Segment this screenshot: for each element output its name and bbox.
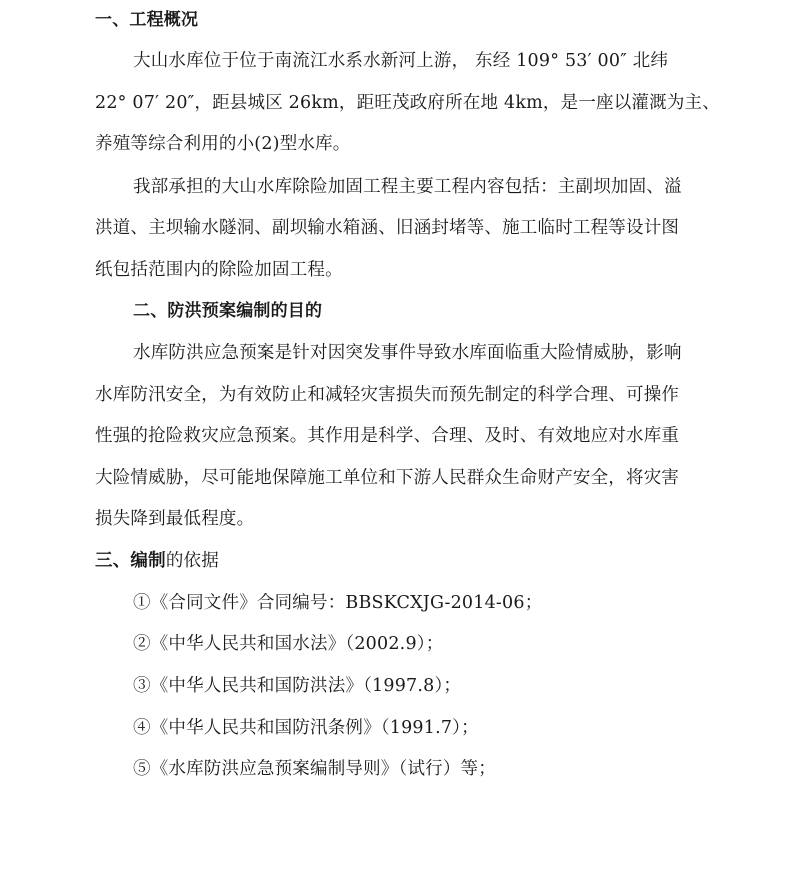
- section-heading-bold-part: 三、编制: [95, 551, 166, 571]
- paragraph-line: 水库防汛安全，为有效防止和减轻灾害损失而预先制定的科学合理、可操作: [95, 385, 680, 405]
- reference-item: ④《中华人民共和国防汛条例》（1991.7）；: [133, 718, 479, 738]
- section-heading-basis: [95, 549, 219, 573]
- reference-item: ⑤《水库防洪应急预案编制导则》（试行）等；: [133, 759, 496, 779]
- section-heading-overview: 一、工程概况: [95, 10, 199, 30]
- paragraph-line: 大山水库位于位于南流江水系水新河上游， 东经 109° 53′ 00″ 北纬: [133, 51, 669, 71]
- reference-item: ③《中华人民共和国防洪法》（1997.8）；: [133, 676, 462, 696]
- paragraph-line: 水库防洪应急预案是针对因突发事件导致水库面临重大险情威胁，影响: [133, 343, 682, 363]
- paragraph-line: 性强的抢险救灾应急预案。其作用是科学、合理、及时、有效地应对水库重: [95, 426, 680, 446]
- paragraph-line: 纸包括范围内的除险加固工程。: [95, 260, 343, 280]
- section-heading-purpose: 二、防洪预案编制的目的: [133, 301, 323, 321]
- paragraph-line: 养殖等综合利用的小(2)型水库。: [95, 134, 351, 154]
- paragraph-line: 22° 07′ 20″，距县城区 26km，距旺茂政府所在地 4km，是一座以灌溉为主、: [95, 93, 720, 113]
- paragraph-line: 洪道、主坝输水隧洞、副坝输水箱涵、旧涵封堵等、施工临时工程等设计图: [95, 218, 680, 238]
- section-heading-normal-part: 的依据: [165, 551, 219, 571]
- paragraph-line: 损失降到最低程度。: [95, 509, 255, 529]
- paragraph-line: 大险情威胁，尽可能地保障施工单位和下游人民群众生命财产安全，将灾害: [95, 468, 680, 488]
- reference-item: ①《合同文件》合同编号：BBSKCXJG-2014-06；: [133, 593, 543, 613]
- reference-item: ②《中华人民共和国水法》（2002.9）；: [133, 634, 444, 654]
- paragraph-line: 我部承担的大山水库除险加固工程主要工程内容包括：主副坝加固、溢: [133, 177, 682, 197]
